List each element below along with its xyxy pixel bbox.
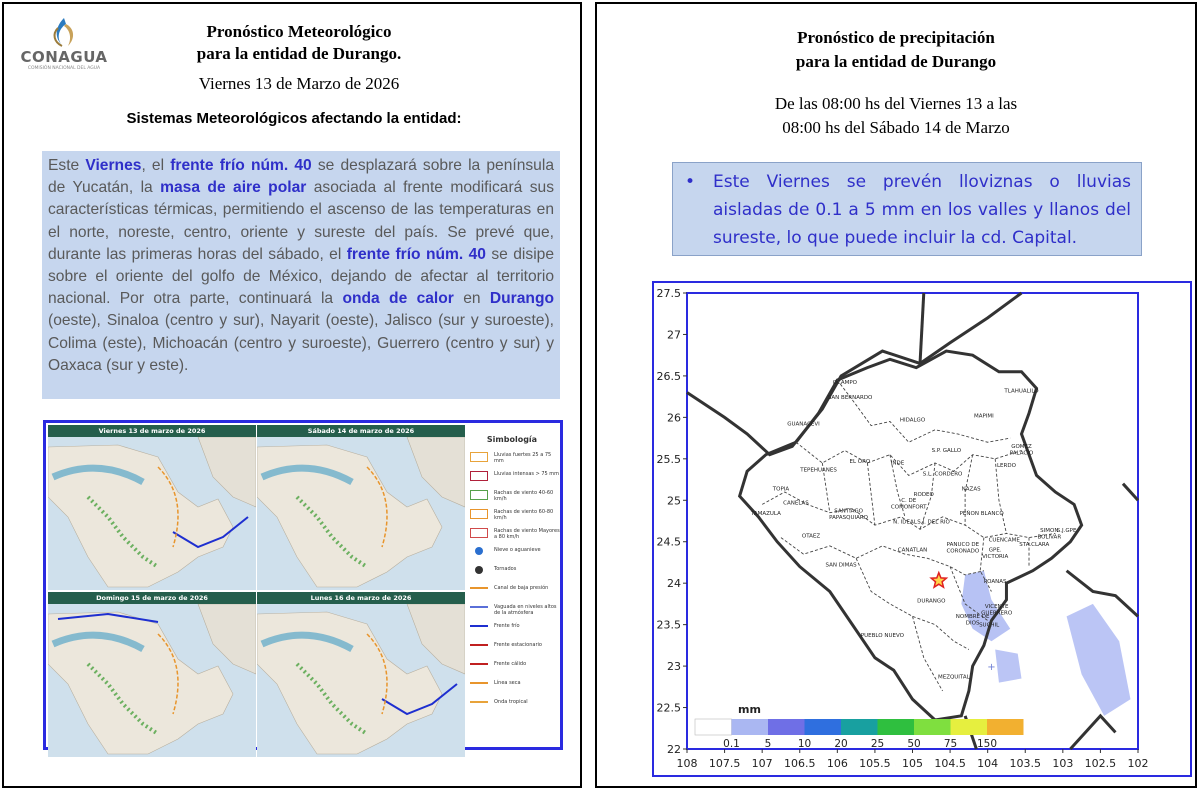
x-tick-label: 102.5: [1084, 757, 1117, 770]
bullet-icon: •: [685, 172, 696, 192]
legend-symbol-icon: [475, 566, 483, 574]
x-tick-label: 107: [751, 757, 773, 770]
legend-label: Frente estacionario: [494, 642, 542, 648]
legend-label: Tornados: [494, 566, 517, 572]
paragraph-text: en: [453, 290, 490, 308]
y-tick-label: 26.5: [656, 369, 681, 383]
logo-drop-icon: [14, 16, 114, 50]
forecast-title-line2: para la entidad de Durango.: [196, 44, 402, 63]
plus-marker-icon: +: [987, 662, 996, 674]
colorbar-label: 10: [797, 738, 812, 750]
precip-area: [995, 650, 1021, 683]
highlight-term: frente frío núm. 40: [346, 245, 486, 263]
x-tick-label: 108: [676, 757, 698, 770]
legend-label: Vaguada en niveles altos de la atmósfera: [494, 604, 557, 616]
municipality-label: DURANGO: [917, 598, 946, 605]
colorbar-swatch: [841, 719, 878, 735]
legend-item: [464, 661, 560, 680]
municipality-label: RODEO: [913, 492, 934, 499]
precip-map: [654, 283, 1190, 775]
municipality-label: PEÑON BLANCO: [959, 511, 1004, 518]
colorbar-label: 50: [907, 738, 921, 750]
precip-period-line2: 08:00 hs del Sábado 14 de Marzo: [782, 118, 1010, 137]
x-tick-label: 106: [826, 757, 848, 770]
y-tick-label: 24: [667, 577, 681, 591]
legend-item: [464, 528, 560, 547]
municipality-label: MEZQUITAL: [937, 674, 970, 681]
municipality-label: TLAHUALILO: [1004, 388, 1039, 395]
municipality-label: S.P. GALLO: [931, 448, 962, 455]
y-tick-label: 25: [667, 494, 681, 508]
colorbar-swatch: [914, 719, 951, 735]
precip-title-line1: Pronóstico de precipitación: [797, 28, 995, 47]
synoptic-map-date: Viernes 13 de marzo de 2026: [48, 425, 256, 437]
legend-symbol-icon: [470, 490, 488, 500]
paragraph-text: (oeste), Sinaloa (centro y sur), Nayarit (oeste), Jalisco (sur y suroeste), Colima (este), Michoacán (centro y suroeste), Guerrero (centro y sur) y Oaxaca (sur y este).: [48, 312, 554, 374]
municipality-label: S.L. CORDERO: [922, 471, 963, 478]
synoptic-map-sunday: [48, 592, 256, 757]
x-tick-label: 105.5: [859, 757, 891, 770]
legend-item: [464, 452, 560, 471]
colorbar-swatch: [695, 719, 732, 735]
synoptic-map-drawing: [257, 604, 465, 757]
legend-symbol-icon: [470, 625, 488, 631]
municipality-label: TEPEHUANES: [800, 467, 837, 474]
colorbar-swatch: [805, 719, 842, 735]
legend-label: Canal de baja presión: [494, 585, 549, 591]
synoptic-map-drawing: [257, 437, 465, 590]
legend-symbol-icon: [470, 528, 488, 538]
legend-symbol-icon: [470, 587, 488, 593]
synoptic-map-friday: [48, 425, 256, 590]
municipality-label: LERDO: [996, 463, 1016, 470]
legend-symbol-icon: [470, 471, 488, 481]
legend-label: Lluvias fuertes 25 a 75 mm: [494, 452, 552, 464]
x-tick-label: 106.5: [784, 757, 816, 770]
y-tick-label: 26: [667, 411, 681, 425]
municipality-label: HIDALGO: [899, 417, 926, 424]
forecast-date: Viernes 13 de Marzo de 2026: [198, 74, 400, 93]
synoptic-map-saturday: [257, 425, 465, 590]
municipality-label: NAZAS: [961, 486, 981, 493]
synoptic-map-monday: [257, 592, 465, 757]
colorbar-swatch: [732, 719, 769, 735]
municipality-label: OCAMPO: [832, 380, 858, 387]
y-tick-label: 22.5: [656, 701, 681, 715]
synoptic-map-drawing: [48, 437, 256, 590]
precip-bullet-text: Este Viernes se prevén lloviznas o lluvias aisladas de 0.1 a 5 mm en los valles y llanos del sureste, lo que puede incluir la cd. Capital.: [713, 172, 1131, 248]
municipality-label: GOMEZ PALACIO: [1009, 444, 1034, 457]
colorbar-label: 150: [976, 738, 998, 750]
legend-label: Frente frío: [494, 623, 520, 629]
legend-symbol-icon: [470, 452, 488, 462]
municipality-label: OTAEZ: [801, 533, 821, 540]
colorbar-label: 0.1: [723, 738, 740, 750]
y-tick-label: 23.5: [656, 618, 681, 632]
colorbar-unit-label: mm: [738, 703, 761, 716]
legend-symbol-icon: [470, 606, 488, 612]
weather-forecast-panel: [2, 2, 582, 788]
municipality-label: CANATLAN: [897, 547, 928, 554]
municipality-label: CUENCAME: [988, 537, 1020, 544]
y-tick-label: 27.5: [656, 287, 681, 300]
municipality-label: SUCHIL: [979, 622, 1000, 629]
y-tick-label: 24.5: [656, 535, 681, 549]
highlight-term: Durango: [489, 290, 554, 308]
legend-item: [464, 699, 560, 718]
precip-period-line1: De las 08:00 hs del Viernes 13 a las: [774, 94, 1018, 113]
colorbar-swatch: [878, 719, 915, 735]
conagua-logo: [14, 16, 114, 76]
x-tick-label: 104: [977, 757, 999, 770]
legend-label: Rachas de viento Mayores a 80 km/h: [494, 528, 560, 540]
municipality-label: MAPIMI: [973, 413, 994, 420]
legend-symbol-icon: [470, 509, 488, 519]
y-tick-label: 23: [667, 660, 681, 674]
municipality-label: SIMON BOLIVAR: [1037, 527, 1062, 541]
municipality-label: POANAS: [983, 579, 1007, 586]
colorbar-label: 20: [834, 738, 848, 750]
legend-item: [464, 566, 560, 585]
paragraph-text: se disipe sobre el oriente del golfo de México, dejando de afectar al territorio nacional. Por otra parte, continuará la: [48, 245, 554, 308]
paragraph-text: , el: [141, 157, 171, 174]
legend-item: [464, 471, 560, 490]
x-tick-label: 104.5: [934, 757, 966, 770]
legend-symbol-icon: [470, 682, 488, 688]
legend-item: [464, 547, 560, 566]
municipality-label: TAMAZULA: [750, 511, 781, 518]
highlight-term: onda de calor: [342, 290, 454, 308]
legend-label: Frente cálido: [494, 661, 527, 667]
legend-item: [464, 642, 560, 661]
x-tick-label: 105: [902, 757, 923, 770]
paragraph-text: Este: [48, 157, 86, 174]
synoptic-map-date: Domingo 15 de marzo de 2026: [48, 592, 256, 604]
y-tick-label: 27: [667, 328, 681, 342]
legend-symbol-icon: [470, 644, 488, 650]
highlight-term: frente frío núm. 40: [170, 157, 312, 174]
municipality-label: NOMBRE DE DIOS: [955, 614, 990, 627]
highlight-term: masa de aire polar: [160, 179, 307, 197]
forecast-paragraph: [42, 151, 560, 399]
logo-wordmark: CONAGUA: [20, 48, 108, 66]
x-tick-label: 102: [1127, 757, 1149, 770]
precip-bullet-box: [672, 162, 1142, 256]
municipality-label: N. IDEAL: [893, 519, 917, 526]
x-tick-label: 107.5: [708, 757, 741, 770]
municipality-label: VICENTE GUERRERO: [981, 604, 1013, 617]
paragraph-text: se desplazará sobre la península de Yucatán, la: [48, 157, 554, 197]
logo-subtitle: COMISIÓN NACIONAL DEL AGUA: [27, 66, 101, 71]
y-tick-label: 22: [667, 743, 681, 756]
municipality-label: SAN BERNARDO: [827, 395, 873, 402]
colorbar-swatch: [951, 719, 988, 735]
colorbar-label: 5: [764, 738, 772, 750]
colorbar-label: 25: [870, 738, 885, 750]
legend-label: Nieve o aguanieve: [494, 547, 541, 553]
forecast-title-line1: Pronóstico Meteorológico: [206, 22, 392, 41]
synoptic-maps-figure: [43, 420, 563, 750]
legend-item: [464, 623, 560, 642]
legend-title: Simbología: [486, 435, 538, 444]
legend-label: Línea seca: [494, 680, 521, 686]
legend-symbol-icon: [470, 701, 488, 707]
municipality-label: PUEBLO NUEVO: [860, 633, 905, 640]
municipality-label: CANELAS: [783, 500, 809, 507]
colorbar-swatch: [987, 719, 1024, 735]
municipality-label: SAN DIMAS: [825, 562, 857, 569]
synoptic-map-date: Lunes 16 de marzo de 2026: [257, 592, 465, 604]
municipality-label: INDE: [890, 460, 905, 467]
municipality-label: S.J. DEL RIO: [917, 519, 950, 526]
municipality-label: SANTIAGO PAPASQUIARO: [829, 508, 869, 522]
municipality-label: PANUCO DE CORONADO: [946, 541, 980, 555]
municipality-label: GUANACEVI: [787, 421, 820, 428]
legend-label: Lluvias intensas > 75 mm: [494, 471, 560, 477]
highlight-term: Viernes: [85, 157, 142, 174]
legend-label: Rachas de viento 60-80 km/h: [494, 509, 554, 521]
legend-label: Rachas de viento 40-60 km/h: [494, 490, 554, 502]
municipality-label: C. DE COMONFORT: [890, 497, 927, 511]
x-tick-label: 103.5: [1009, 757, 1041, 770]
systems-heading: Sistemas Meteorológicos afectando la entidad:: [126, 110, 462, 127]
municipality-label: S.J.GPE: [1056, 527, 1077, 534]
municipality-label: EL ORO: [849, 458, 871, 465]
synoptic-map-date: Sábado 14 de marzo de 2026: [257, 425, 465, 437]
legend-item: [464, 585, 560, 604]
colorbar-swatch: [768, 719, 805, 735]
y-tick-label: 25.5: [656, 452, 681, 466]
legend-item: [464, 604, 560, 623]
municipality-label: STA.CLARA: [1019, 541, 1050, 548]
precipitation-forecast-panel: [595, 2, 1197, 788]
legend-item: [464, 680, 560, 699]
legend-symbol-icon: [475, 547, 483, 555]
municipality-label: GPE. VICTORIA: [982, 547, 1009, 561]
precip-map-frame: [652, 281, 1192, 777]
x-tick-label: 103: [1052, 757, 1074, 770]
paragraph-text: asociada al frente modificará sus características térmicas, permitiendo el ascenso de las temperaturas en el norte, noreste, centro, oriente y sureste del país. Se prevé que, durante las primeras horas del sábado, el: [48, 179, 554, 263]
municipality-label: TOPIA: [772, 486, 790, 493]
synoptic-map-drawing: [48, 604, 256, 757]
colorbar-label: 75: [943, 738, 958, 750]
map-legend: [464, 425, 560, 747]
legend-label: Onda tropical: [494, 699, 528, 705]
legend-item: [464, 490, 560, 509]
legend-item: [464, 509, 560, 528]
precip-title-line2: para la entidad de Durango: [795, 52, 997, 71]
legend-symbol-icon: [470, 663, 488, 669]
